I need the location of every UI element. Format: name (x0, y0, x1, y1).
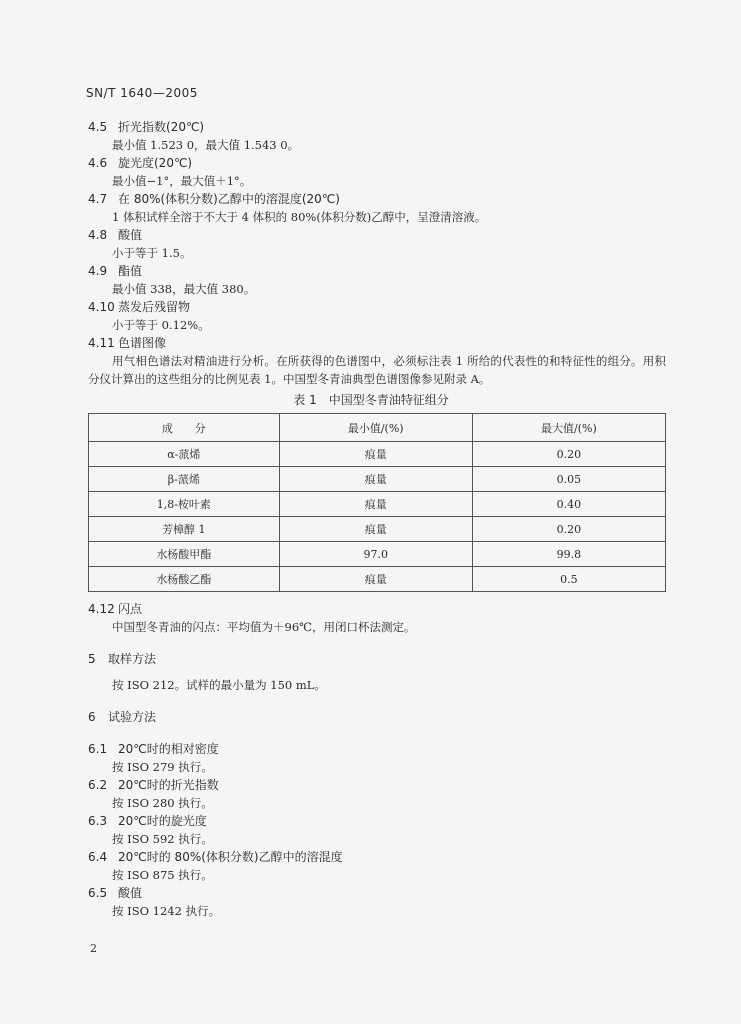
section-title: 闪点 (118, 602, 143, 616)
table-row (89, 492, 666, 517)
table-row (89, 467, 666, 492)
page-number: 2 (90, 942, 97, 955)
section-title: 20℃时的 80%(体积分数)乙醇中的溶混度 (118, 850, 343, 864)
section-4-12 (88, 600, 666, 636)
section-number: 4.12 (88, 602, 115, 616)
section-number: 4.8 (88, 228, 108, 242)
table-title: 中国型冬青油特征组分 (328, 393, 449, 407)
section-number: 6.2 (88, 778, 108, 792)
section-number: 4.11 (88, 336, 115, 350)
table-cell: 痕量 (279, 442, 472, 467)
section-body: 中国型冬青油的闪点：平均值为＋96℃，用闭口杯法测定。 (112, 620, 416, 634)
chapter-6 (88, 708, 666, 726)
section-4-10 (88, 298, 666, 334)
table-row (89, 442, 666, 467)
section-4-6 (88, 154, 666, 190)
table-cell: 0.40 (472, 492, 665, 517)
section-number: 6.5 (88, 886, 108, 900)
section-title: 酯值 (118, 264, 143, 278)
section-body: 1 体积试样全溶于不大于 4 体积的 80%(体积分数)乙醇中，呈澄清溶液。 (112, 210, 487, 224)
table-header-row (89, 414, 666, 442)
section-body: 最小值−1°，最大值＋1°。 (112, 174, 252, 188)
table-cell: 痕量 (279, 517, 472, 542)
section-number: 6.4 (88, 850, 108, 864)
section-6-2 (88, 776, 666, 812)
section-title: 折光指数(20℃) (118, 120, 205, 134)
section-title: 在 80%(体积分数)乙醇中的溶混度(20℃) (118, 192, 340, 206)
section-body: 最小值 1.523 0，最大值 1.543 0。 (112, 138, 300, 152)
table-cell: 1,8-桉叶素 (89, 492, 280, 517)
section-6-4 (88, 848, 666, 884)
table-cell: 水杨酸乙酯 (89, 567, 280, 592)
table-cell: α-蒎烯 (89, 442, 280, 467)
section-number: 4.10 (88, 300, 115, 314)
column-header: 最小值/(%) (279, 414, 472, 442)
chapter-5 (88, 650, 666, 694)
section-number: 4.7 (88, 192, 108, 206)
chapter-number: 6 (88, 710, 96, 724)
column-header: 最大值/(%) (472, 414, 665, 442)
table-cell: 痕量 (279, 467, 472, 492)
section-title: 旋光度(20℃) (118, 156, 193, 170)
chapter-title: 取样方法 (108, 652, 157, 666)
table-cell: 0.5 (472, 567, 665, 592)
section-title: 酸值 (118, 886, 143, 900)
table-cell: 痕量 (279, 567, 472, 592)
table-row (89, 542, 666, 567)
table-cell: 0.20 (472, 517, 665, 542)
table-cell: β-蒎烯 (89, 467, 280, 492)
section-6-5 (88, 884, 666, 920)
section-4-11 (88, 334, 666, 388)
section-body: 按 ISO 279 执行。 (112, 760, 213, 774)
section-paragraph: 用气相色谱法对精油进行分析。在所获得的色谱图中，必须标注表 1 所给的代表性的和特征性的组分。用积分仪计算出的这些组分的比例见表 1。中国型冬青油典型色谱图像参见附录 A。 (88, 354, 666, 386)
table-cell: 99.8 (472, 542, 665, 567)
table-cell: 97.0 (279, 542, 472, 567)
section-title: 酸值 (118, 228, 143, 242)
section-4-9 (88, 262, 666, 298)
table-caption (88, 390, 666, 410)
section-number: 6.3 (88, 814, 108, 828)
chapter-body: 按 ISO 212。试样的最小量为 150 mL。 (112, 678, 326, 692)
section-body: 最小值 338，最大值 380。 (112, 282, 256, 296)
column-header: 成 分 (89, 414, 280, 442)
document-content (88, 118, 666, 920)
section-body: 按 ISO 1242 执行。 (112, 904, 221, 918)
table-cell: 芳樟醇 1 (89, 517, 280, 542)
table-label: 表 1 (293, 393, 317, 407)
section-6-1 (88, 740, 666, 776)
component-table (88, 413, 666, 592)
section-body: 小于等于 1.5。 (112, 246, 192, 260)
section-4-5 (88, 118, 666, 154)
standard-code: SN/T 1640—2005 (86, 86, 198, 100)
table-cell: 痕量 (279, 492, 472, 517)
table-cell: 0.20 (472, 442, 665, 467)
section-number: 4.9 (88, 264, 108, 278)
table-cell: 水杨酸甲酯 (89, 542, 280, 567)
section-title: 色谱图像 (118, 336, 167, 350)
table-row (89, 517, 666, 542)
section-number: 6.1 (88, 742, 108, 756)
section-4-7 (88, 190, 666, 226)
section-body: 按 ISO 875 执行。 (112, 868, 213, 882)
table-cell: 0.05 (472, 467, 665, 492)
chapter-title: 试验方法 (108, 710, 157, 724)
section-title: 20℃时的相对密度 (118, 742, 219, 756)
section-number: 4.5 (88, 120, 108, 134)
section-4-8 (88, 226, 666, 262)
section-title: 蒸发后残留物 (118, 300, 191, 314)
table-row (89, 567, 666, 592)
chapter-number: 5 (88, 652, 96, 666)
section-title: 20℃时的旋光度 (118, 814, 207, 828)
section-body: 按 ISO 280 执行。 (112, 796, 213, 810)
section-6-3 (88, 812, 666, 848)
section-body: 小于等于 0.12%。 (112, 318, 210, 332)
section-number: 4.6 (88, 156, 108, 170)
section-body: 按 ISO 592 执行。 (112, 832, 213, 846)
section-title: 20℃时的折光指数 (118, 778, 219, 792)
